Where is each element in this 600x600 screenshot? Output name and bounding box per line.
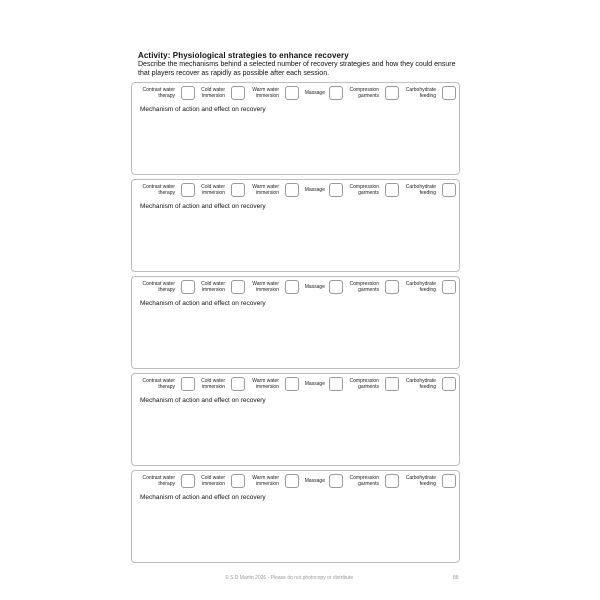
strategy-option-label-line2: immersion — [255, 481, 279, 488]
strategy-option-checkbox[interactable] — [231, 474, 245, 488]
strategy-option-label-line1: Cold water — [201, 281, 225, 287]
strategy-option-checkbox[interactable] — [329, 280, 343, 294]
strategy-option-checkbox[interactable] — [329, 86, 343, 100]
mechanism-label: Mechanism of action and effect on recovery — [140, 203, 266, 210]
mechanism-label: Mechanism of action and effect on recovery — [140, 300, 266, 307]
strategy-option-checkbox[interactable] — [231, 377, 245, 391]
strategy-option-checkbox[interactable] — [385, 377, 399, 391]
mechanism-label: Mechanism of action and effect on recovery — [140, 494, 266, 501]
strategy-option-label-line2: therapy — [158, 287, 175, 294]
strategy-option-label-line2: immersion — [255, 190, 279, 197]
strategy-option-label-line2: feeding — [419, 384, 436, 391]
copyright-notice: © S D Martin 2026 - Please do not photocopy or distribute — [225, 575, 354, 581]
strategy-option-label-line1: Carbohydrate — [405, 184, 436, 190]
strategy-option-label — [406, 281, 436, 294]
strategy-option-label — [201, 281, 225, 294]
strategy-option-checkbox[interactable] — [231, 280, 245, 294]
strategy-option-label-line2: immersion — [201, 384, 225, 391]
strategy-option-label — [350, 378, 379, 391]
strategy-option-label — [350, 87, 379, 100]
strategy-option-label — [305, 478, 325, 484]
strategy-card — [131, 82, 460, 175]
strategy-option-checkbox[interactable] — [385, 280, 399, 294]
strategy-option-label-line2: therapy — [158, 190, 175, 197]
strategy-option-label-line1: Contrast water — [142, 475, 175, 481]
strategy-option-label — [201, 87, 225, 100]
strategy-option-label-line1: Contrast water — [142, 184, 175, 190]
strategy-option-label-line1: Warm water — [252, 378, 279, 384]
mechanism-label: Mechanism of action and effect on recovery — [140, 397, 266, 404]
strategy-option-label-line1: Massage — [304, 478, 325, 484]
strategy-option-checkbox[interactable] — [285, 377, 299, 391]
strategy-option-label — [406, 87, 436, 100]
strategy-option-checkbox[interactable] — [385, 86, 399, 100]
strategy-option-checkbox[interactable] — [181, 183, 195, 197]
strategy-option-label-line1: Compression — [349, 378, 379, 384]
strategy-option-label — [350, 184, 379, 197]
strategy-option-label-line1: Warm water — [252, 184, 279, 190]
strategy-option-checkbox[interactable] — [442, 474, 456, 488]
strategy-option-label-line1: Cold water — [201, 87, 225, 93]
strategy-option-checkbox[interactable] — [442, 280, 456, 294]
strategy-option-label-line1: Cold water — [201, 475, 225, 481]
strategy-option-checkbox[interactable] — [181, 86, 195, 100]
strategy-option-label-line2: feeding — [419, 287, 436, 294]
strategy-option-label-line1: Massage — [304, 187, 325, 193]
strategy-option-checkbox[interactable] — [442, 377, 456, 391]
strategy-option-label — [142, 475, 175, 488]
strategy-option-label-line2: garments — [358, 384, 379, 391]
strategy-option-label-line2: therapy — [158, 481, 175, 488]
strategy-option-label-line2: garments — [358, 93, 379, 100]
strategy-option-label — [252, 475, 279, 488]
strategy-option-checkbox[interactable] — [285, 86, 299, 100]
strategy-option-label-line2: garments — [358, 287, 379, 294]
strategy-option-label — [142, 378, 175, 391]
strategy-option-label — [142, 87, 175, 100]
strategy-option-checkbox[interactable] — [285, 280, 299, 294]
strategy-option-label-line2: therapy — [158, 384, 175, 391]
strategy-option-checkbox[interactable] — [329, 183, 343, 197]
strategy-option-label-line2: immersion — [255, 384, 279, 391]
strategy-option-label-line1: Massage — [304, 284, 325, 290]
strategy-option-label — [305, 381, 325, 387]
strategy-option-label — [305, 187, 325, 193]
strategy-option-checkbox[interactable] — [231, 183, 245, 197]
strategy-option-label — [201, 378, 225, 391]
strategy-option-label-line1: Compression — [349, 281, 379, 287]
strategy-option-label-line1: Carbohydrate — [405, 475, 436, 481]
strategy-option-label-line2: immersion — [201, 287, 225, 294]
strategy-option-label-line1: Compression — [349, 184, 379, 190]
strategy-option-label-line2: immersion — [201, 481, 225, 488]
strategy-option-checkbox[interactable] — [285, 474, 299, 488]
strategy-option-checkbox[interactable] — [181, 474, 195, 488]
strategy-option-label — [252, 184, 279, 197]
strategy-option-label-line1: Massage — [304, 90, 325, 96]
strategy-option-label — [406, 475, 436, 488]
strategy-option-label-line1: Contrast water — [142, 87, 175, 93]
strategy-option-label-line1: Cold water — [201, 378, 225, 384]
strategy-option-label-line1: Carbohydrate — [405, 87, 436, 93]
strategy-card — [131, 179, 460, 272]
strategy-option-label — [142, 184, 175, 197]
strategy-option-label-line1: Cold water — [201, 184, 225, 190]
strategy-option-label — [406, 378, 436, 391]
page-number: 88 — [453, 575, 459, 581]
strategy-option-label-line1: Compression — [349, 87, 379, 93]
strategy-option-label — [350, 281, 379, 294]
strategy-option-label-line1: Carbohydrate — [405, 378, 436, 384]
strategy-option-label — [201, 475, 225, 488]
mechanism-label: Mechanism of action and effect on recovery — [140, 106, 266, 113]
strategy-option-checkbox[interactable] — [442, 86, 456, 100]
strategy-option-label-line1: Contrast water — [142, 281, 175, 287]
strategy-option-label-line2: garments — [358, 481, 379, 488]
description-line-2: that players recover as rapidly as possible after each session. — [138, 70, 330, 77]
strategy-option-label-line2: feeding — [419, 481, 436, 488]
strategy-option-label-line2: immersion — [201, 190, 225, 197]
strategy-option-label-line2: immersion — [255, 93, 279, 100]
strategy-option-label — [305, 90, 325, 96]
description-line-1: Describe the mechanisms behind a selected number of recovery strategies and how they could ensure — [138, 61, 456, 68]
strategy-card — [131, 470, 460, 563]
strategy-option-checkbox[interactable] — [231, 86, 245, 100]
strategy-option-checkbox[interactable] — [385, 474, 399, 488]
strategy-option-label-line1: Warm water — [252, 87, 279, 93]
strategy-option-label-line2: feeding — [419, 190, 436, 197]
strategy-option-label — [252, 281, 279, 294]
strategy-option-checkbox[interactable] — [329, 474, 343, 488]
activity-description — [138, 60, 478, 78]
strategy-option-checkbox[interactable] — [385, 183, 399, 197]
strategy-option-label — [142, 281, 175, 294]
strategy-option-checkbox[interactable] — [181, 377, 195, 391]
strategy-option-checkbox[interactable] — [285, 183, 299, 197]
strategy-option-checkbox[interactable] — [181, 280, 195, 294]
strategy-option-label — [406, 184, 436, 197]
strategy-option-label-line2: therapy — [158, 93, 175, 100]
activity-title: Activity: Physiological strategies to enhance recovery — [138, 51, 349, 60]
strategy-option-label-line1: Massage — [304, 381, 325, 387]
strategy-card — [131, 276, 460, 369]
strategy-option-label-line2: immersion — [201, 93, 225, 100]
strategy-option-checkbox[interactable] — [329, 377, 343, 391]
strategy-option-label-line1: Carbohydrate — [405, 281, 436, 287]
strategy-option-label-line1: Warm water — [252, 475, 279, 481]
strategy-option-label-line1: Compression — [349, 475, 379, 481]
strategy-option-label — [305, 284, 325, 290]
strategy-option-label — [350, 475, 379, 488]
strategy-option-label-line2: garments — [358, 190, 379, 197]
strategy-option-label — [201, 184, 225, 197]
strategy-option-label — [252, 378, 279, 391]
strategy-option-checkbox[interactable] — [442, 183, 456, 197]
strategy-option-label-line1: Contrast water — [142, 378, 175, 384]
strategy-option-label-line2: feeding — [419, 93, 436, 100]
strategy-option-label-line2: immersion — [255, 287, 279, 294]
strategy-option-label-line1: Warm water — [252, 281, 279, 287]
strategy-card — [131, 373, 460, 466]
strategy-option-label — [252, 87, 279, 100]
